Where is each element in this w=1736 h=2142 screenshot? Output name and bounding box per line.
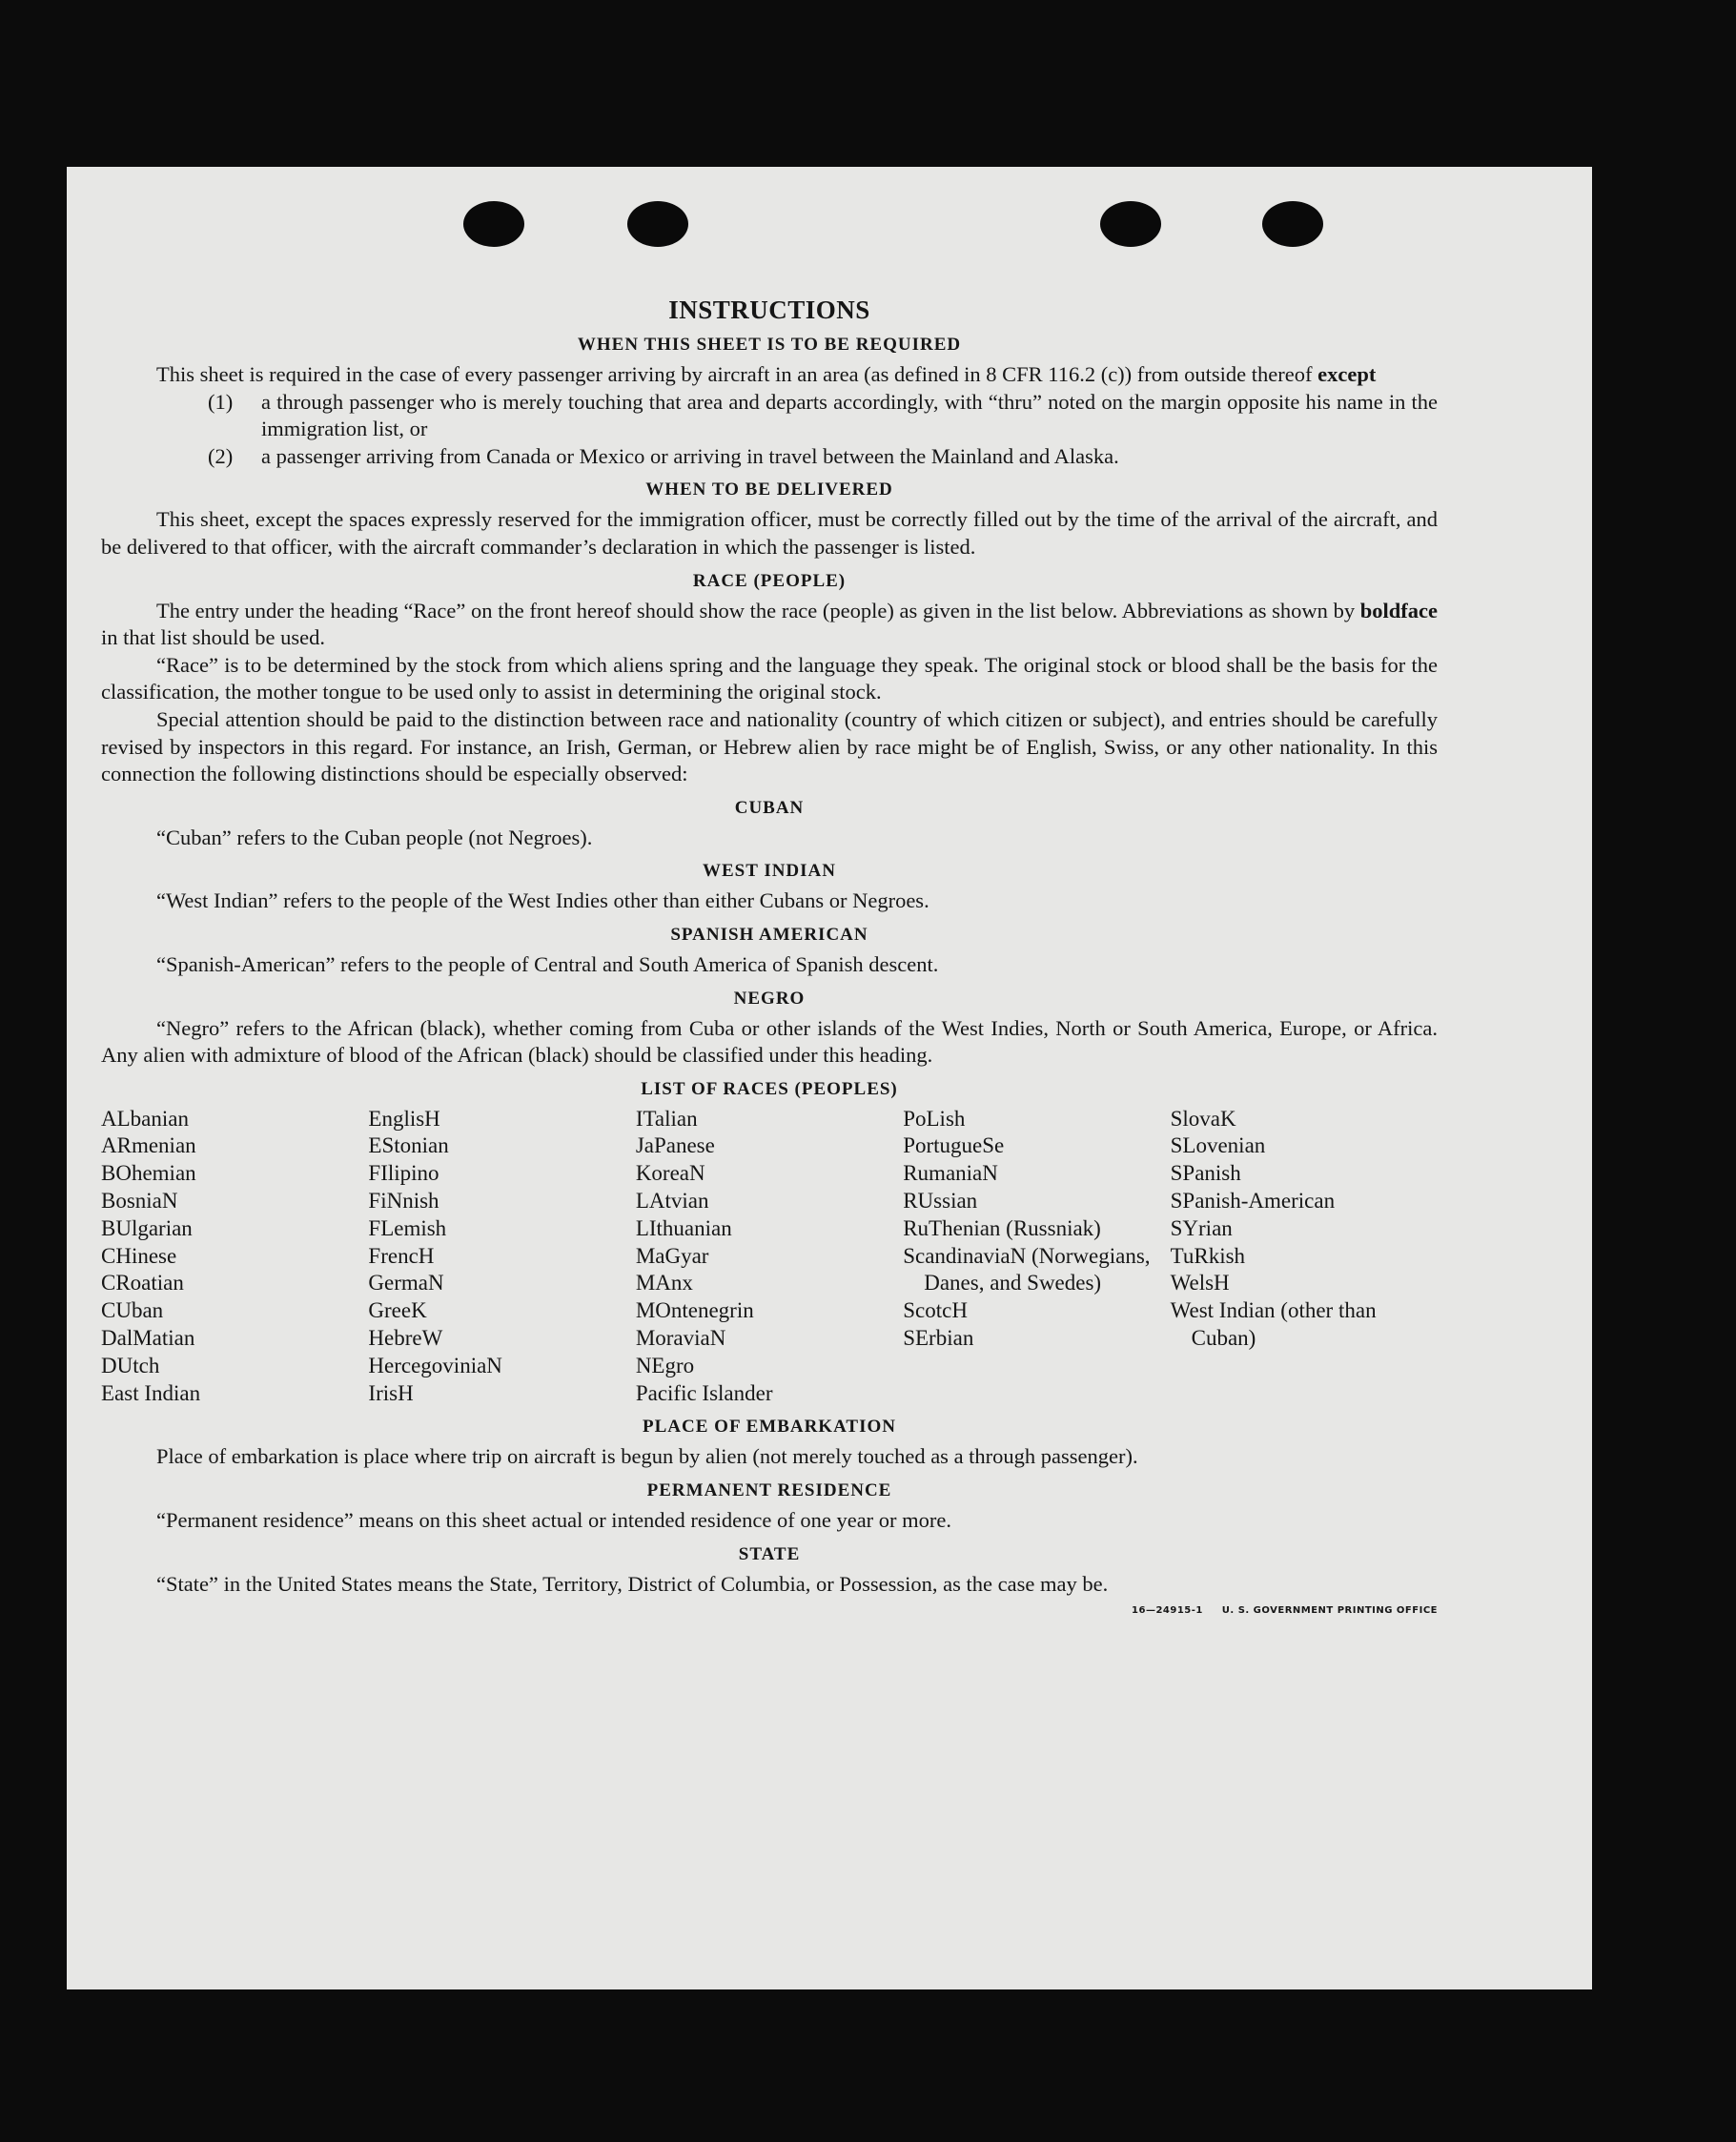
race-entry: GermaN [368,1271,444,1295]
race-entry: GreeK [368,1298,427,1323]
race-entry: DalMatian [101,1326,195,1351]
race-entry: SlovaK [1170,1106,1236,1131]
race-entry: NEgro [635,1353,695,1377]
race-entry: WelsH [1170,1271,1230,1295]
paragraph-delivered: This sheet, except the spaces expressly reserved for the immigration officer, must be correctly filled out by the time of the arrival of the aircraft, and be delivered to that officer, with the aircraft commander’s declaration in which the passenger is listed. [101,507,1438,559]
print-footer [101,1598,1438,1625]
punch-hole [463,201,524,247]
heading-list-of-races: LIST OF RACES (PEOPLES) [641,1078,898,1099]
race-entry: IrisH [368,1380,414,1405]
race-column [101,1106,368,1408]
race-entry: MoraviaN [635,1326,726,1351]
paragraph-cuban: “Cuban” refers to the Cuban people (not Negroes). [156,825,593,849]
punch-hole [627,201,688,247]
race-entry: ScotcH [903,1298,968,1323]
race-entry: SErbian [903,1326,974,1351]
paragraph-spanish-american: “Spanish-American” refers to the people of Central and South America of Spanish descent. [156,951,939,976]
race-entry: RumaniaN [903,1161,998,1186]
race-entry: CHinese [101,1243,177,1268]
exception-item: (2) a passenger arriving from Canada or Mexico or arriving in travel between the Mainland and Alaska. [208,443,1119,468]
race-entry: EStonian [368,1133,449,1158]
race-entry: SLovenian [1170,1133,1266,1158]
race-entry: PortugueSe [903,1133,1005,1158]
paragraph-permanent-residence: “Permanent residence” means on this sheet actual or intended residence of one year or more. [156,1508,952,1533]
paragraph-embarkation: Place of embarkation is place where trip on aircraft is begun by alien (not merely touched as a through passenger). [156,1444,1138,1469]
race-entry: CUban [101,1298,164,1323]
race-entry: MOntenegrin [635,1298,754,1323]
race-entry: West Indian (other than Cuban) [1170,1298,1377,1351]
document-sheet [67,167,1592,1989]
race-entry: ITalian [635,1106,698,1131]
race-entry: FrencH [368,1243,435,1268]
race-column [636,1106,903,1408]
race-entry: FLemish [368,1215,447,1240]
heading-negro: NEGRO [733,988,806,1009]
heading-west-indian: WEST INDIAN [703,861,836,882]
heading-cuban: CUBAN [734,797,805,818]
race-list [101,1106,1438,1408]
race-entry: ALbanian [101,1106,189,1131]
race-entry: PoLish [903,1106,966,1131]
heading-state: STATE [738,1543,801,1564]
exception-item: (1) a through passenger who is merely touching that area and departs accordingly, with “thru” noted on the margin opposite his name in the immigration list, or [208,389,1438,441]
punch-hole [1100,201,1161,247]
paragraph-required: This sheet is required in the case of every passenger arriving by aircraft in an area (as defined in 8 CFR 116.2 (c)) from outside thereof except [156,362,1377,386]
heading-embarkation: PLACE OF EMBARKATION [643,1417,896,1438]
race-entry: MAnx [635,1271,693,1295]
race-entry: JaPanese [635,1133,715,1158]
race-entry: SYrian [1170,1215,1233,1240]
heading-when-delivered: WHEN TO BE DELIVERED [645,479,893,500]
race-entry: ScandinaviaN (Norwegians, Danes, and Swedes) [903,1243,1151,1295]
heading-race: RACE (PEOPLE) [692,570,847,591]
race-entry: TuRkish [1170,1243,1246,1268]
race-entry: BOhemian [101,1161,196,1186]
race-entry: RUssian [903,1189,978,1214]
heading-when-required: WHEN THIS SHEET IS TO BE REQUIRED [577,335,962,355]
race-entry: FiNnish [368,1189,439,1214]
paragraph-west-indian: “West Indian” refers to the people of the West Indies other than either Cubans or Negroes. [156,888,929,913]
race-entry: BosniaN [101,1189,178,1214]
paragraph-state: “State” in the United States means the State, Territory, District of Columbia, or Possession, as the case may be. [156,1571,1109,1596]
race-column [903,1106,1170,1408]
paragraph-race-3: Special attention should be paid to the distinction between race and nationality (country of which citizen or subject), and entries should be carefully revised by inspectors in this regard. For instance, an Irish, German, or Hebrew alien by race might be of English, Swiss, or any other nationality. In this connection the following distinctions should be especially observed: [101,706,1438,786]
race-column [1171,1106,1438,1408]
heading-permanent-residence: PERMANENT RESIDENCE [646,1480,892,1501]
race-column [368,1106,635,1408]
race-entry: MaGyar [635,1243,709,1268]
race-entry: HebreW [368,1326,443,1351]
race-entry: SPanish [1170,1161,1241,1186]
paragraph-race-2: “Race” is to be determined by the stock from which aliens spring and the language they speak. The original stock or blood shall be the basis for the classification, the mother tongue to be used only to assist in determining the original stock. [101,652,1438,704]
paragraph-race-1: The entry under the heading “Race” on the front hereof should show the race (people) as given in the list below. Abbreviations as shown by boldface in that list should be used. [101,598,1438,650]
race-entry: SPanish-American [1170,1189,1336,1214]
form-code: 16—24915-1 [1132,1605,1203,1617]
paragraph-negro: “Negro” refers to the African (black), whether coming from Cuba or other islands of the West Indies, North or South America, Europe, or Africa. Any alien with admixture of blood of the African (black) should be classified under this heading. [101,1015,1438,1068]
race-entry: KoreaN [635,1161,705,1186]
race-entry: ARmenian [101,1133,196,1158]
race-entry: CRoatian [101,1271,184,1295]
race-entry: FIlipino [368,1161,439,1186]
race-entry: EnglisH [368,1106,440,1131]
page-title: INSTRUCTIONS [668,296,870,324]
race-entry: BUlgarian [101,1215,193,1240]
heading-spanish-american: SPANISH AMERICAN [670,924,868,945]
race-entry: Pacific Islander [635,1380,773,1405]
printer-imprint: U. S. GOVERNMENT PRINTING OFFICE [1221,1605,1438,1617]
race-entry: DUtch [101,1353,160,1377]
race-entry: HercegoviniaN [368,1353,502,1377]
race-entry: LAtvian [635,1189,709,1214]
punch-hole [1262,201,1323,247]
instructions-text [101,295,1438,1625]
race-entry: RuThenian (Russniak) [903,1215,1101,1240]
race-entry: East Indian [101,1380,201,1405]
race-entry: LIthuanian [635,1215,732,1240]
